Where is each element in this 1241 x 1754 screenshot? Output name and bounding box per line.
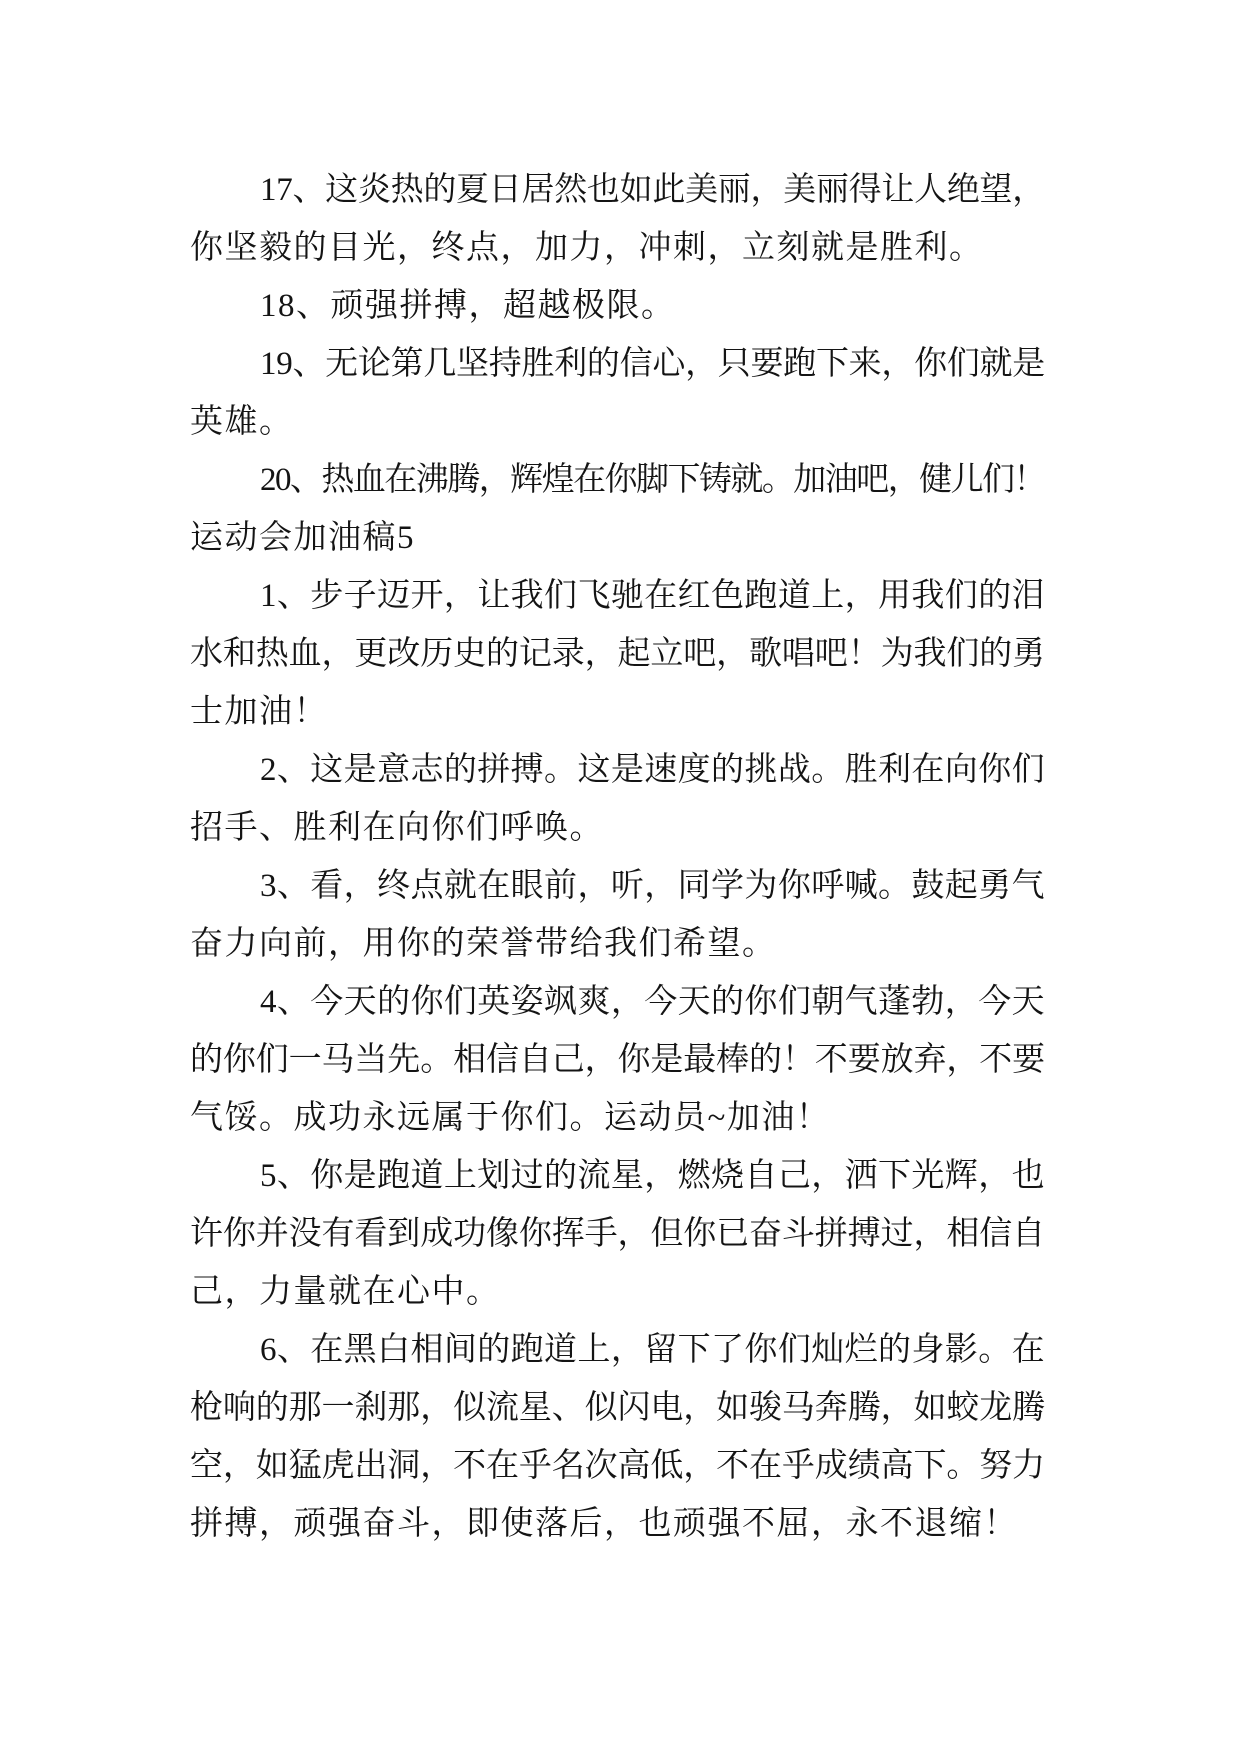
text-line — [190, 799, 1045, 857]
paragraph — [190, 335, 1045, 451]
text-line — [190, 683, 1045, 741]
line-text: 19、无论第几坚持胜利的信心，只要跑下来，你们就是 — [260, 346, 1046, 382]
line-text: 6、在黑白相间的跑道上，留下了你们灿烂的身影。在 — [260, 1332, 1045, 1368]
paragraph — [190, 1321, 1045, 1553]
section-heading — [190, 509, 1045, 567]
text-line — [190, 1379, 1045, 1437]
line-text: 20、热血在沸腾，辉煌在你脚下铸就。加油吧，健儿们！ — [260, 462, 1046, 498]
text-line — [190, 335, 1045, 393]
paragraph — [190, 567, 1045, 741]
text-line — [190, 1205, 1045, 1263]
line-text: 的你们一马当先。相信自己，你是最棒的！不要放弃，不要 — [190, 1042, 1046, 1078]
text-line — [190, 219, 1045, 277]
line-text: 18、顽强拼搏，超越极限。 — [260, 288, 676, 324]
text-line — [190, 857, 1045, 915]
text-line — [190, 1089, 1045, 1147]
text-line — [190, 625, 1045, 683]
line-text: 17、这炎热的夏日居然也如此美丽，美丽得让人绝望， — [260, 172, 1046, 208]
line-text: 空，如猛虎出洞，不在乎名次高低，不在乎成绩高下。努力 — [190, 1448, 1046, 1484]
line-text: 奋力向前，用你的荣誉带给我们希望。 — [190, 926, 777, 962]
line-text: 己，力量就在心中。 — [190, 1274, 501, 1310]
line-text: 4、今天的你们英姿飒爽，今天的你们朝气蓬勃，今天 — [260, 984, 1045, 1020]
heading-line — [190, 509, 1045, 567]
paragraph — [190, 1147, 1045, 1321]
paragraph — [190, 857, 1045, 973]
text-line — [190, 567, 1045, 625]
paragraph — [190, 451, 1045, 509]
line-text: 许你并没有看到成功像你挥手，但你已奋斗拼搏过，相信自 — [190, 1216, 1046, 1252]
text-line — [190, 1321, 1045, 1379]
text-line — [190, 161, 1045, 219]
line-text: 1、步子迈开，让我们飞驰在红色跑道上，用我们的泪 — [260, 578, 1045, 614]
text-line — [190, 1147, 1045, 1205]
line-text: 你坚毅的目光，终点，加力，冲刺，立刻就是胜利。 — [190, 230, 984, 266]
line-text: 招手、胜利在向你们呼唤。 — [190, 810, 604, 846]
line-text: 士加油！ — [190, 694, 328, 730]
text-line — [190, 1495, 1045, 1553]
line-text: 枪响的那一刹那，似流星、似闪电，如骏马奔腾，如蛟龙腾 — [190, 1390, 1046, 1426]
line-text: 拼搏，顽强奋斗，即使落后，也顽强不屈，永不退缩！ — [190, 1506, 1018, 1542]
text-line — [190, 393, 1045, 451]
text-line — [190, 451, 1045, 509]
text-line — [190, 741, 1045, 799]
line-text: 运动会加油稿5 — [190, 520, 415, 556]
text-line — [190, 1263, 1045, 1321]
text-line — [190, 973, 1045, 1031]
text-line — [190, 1437, 1045, 1495]
line-text: 5、你是跑道上划过的流星，燃烧自己，洒下光辉，也 — [260, 1158, 1045, 1194]
text-line — [190, 1031, 1045, 1089]
paragraph — [190, 277, 1045, 335]
line-text: 水和热血，更改历史的记录，起立吧，歌唱吧！为我们的勇 — [190, 636, 1046, 672]
line-text: 气馁。成功永远属于你们。运动员~加油！ — [190, 1100, 831, 1136]
line-text: 3、看，终点就在眼前，听，同学为你呼喊。鼓起勇气 — [260, 868, 1045, 904]
text-line — [190, 915, 1045, 973]
paragraph — [190, 161, 1045, 277]
text-line — [190, 277, 1045, 335]
paragraph — [190, 973, 1045, 1147]
line-text: 2、这是意志的拼搏。这是速度的挑战。胜利在向你们 — [260, 752, 1045, 788]
line-text: 英雄。 — [190, 404, 294, 440]
paragraph — [190, 741, 1045, 857]
